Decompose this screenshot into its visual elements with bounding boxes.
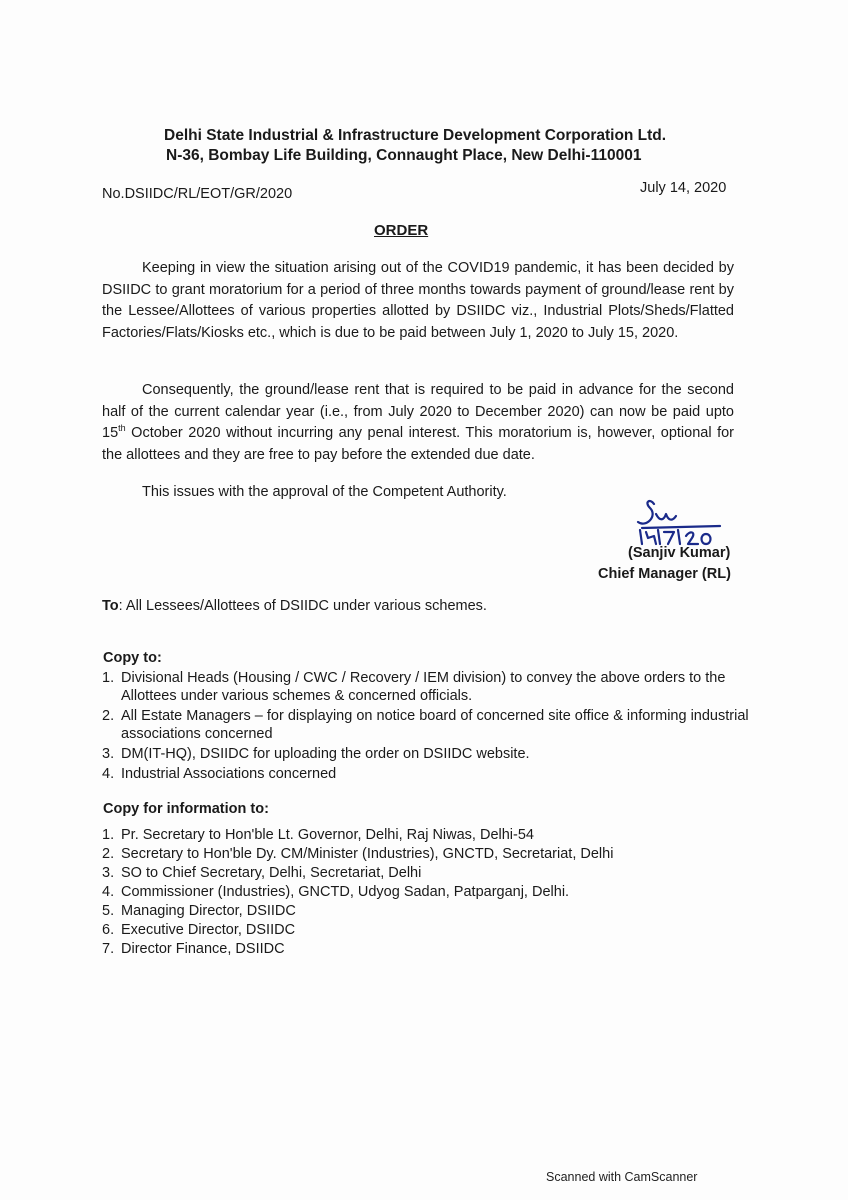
copy-info-item bbox=[102, 826, 752, 844]
copy-info-item bbox=[102, 845, 752, 863]
paragraph-consequently-part1: Consequently, the ground/lease rent that is required to be paid in advance for the second half of the current calendar year (i.e., from July 2020 to December 2020) can now be paid upto 15 bbox=[102, 382, 734, 441]
list-text: Industrial Associations concerned bbox=[121, 766, 337, 782]
order-title: ORDER bbox=[374, 222, 429, 239]
list-number: 6. bbox=[102, 922, 115, 938]
list-text: Commissioner (Industries), GNCTD, Udyog Sadan, Patparganj, Delhi. bbox=[121, 884, 570, 900]
list-text: All Estate Managers – for displaying on notice board of concerned site office & informing industrial associations concerned bbox=[121, 708, 749, 742]
copy-info-item bbox=[102, 940, 752, 958]
list-text: Executive Director, DSIIDC bbox=[121, 922, 296, 938]
addressee-label: To bbox=[102, 598, 119, 614]
copy-info-item bbox=[102, 921, 752, 939]
copy-for-information-heading: Copy for information to: bbox=[103, 801, 269, 817]
copy-to-heading: Copy to: bbox=[103, 650, 162, 666]
signatory-name: (Sanjiv Kumar) bbox=[628, 545, 731, 561]
list-text: SO to Chief Secretary, Delhi, Secretariat, Delhi bbox=[121, 865, 422, 881]
order-date: July 14, 2020 bbox=[640, 180, 727, 196]
ordinal-suffix: th bbox=[118, 423, 126, 434]
copy-to-item bbox=[102, 765, 752, 783]
list-number: 4. bbox=[102, 766, 115, 782]
list-number: 3. bbox=[102, 865, 115, 881]
paragraph-approval: This issues with the approval of the Competent Authority. bbox=[142, 484, 507, 500]
paragraph-consequently-part2: October 2020 without incurring any penal interest. This moratorium is, however, optional for the allottees and they are free to pay before the extended due date. bbox=[102, 425, 734, 463]
paragraph-moratorium: Keeping in view the situation arising out of the COVID19 pandemic, it has been decided by DSIIDC to grant moratorium for a period of three months towards payment of ground/lease rent by the Lessee/Allottees of various properties allotted by DSIIDC viz., Industrial Plots/Sheds/Flatted Factories/Flats/Kiosks etc., which is due to be paid between July 1, 2020 to July 15, 2020. bbox=[102, 260, 734, 341]
copy-info-item bbox=[102, 864, 752, 882]
copy-to-item bbox=[102, 707, 752, 743]
copy-info-item bbox=[102, 883, 752, 901]
list-number: 5. bbox=[102, 903, 115, 919]
addressee-line bbox=[102, 598, 487, 614]
list-text: Pr. Secretary to Hon'ble Lt. Governor, Delhi, Raj Niwas, Delhi-54 bbox=[121, 827, 534, 843]
list-number: 4. bbox=[102, 884, 115, 900]
copy-to-list bbox=[102, 669, 752, 785]
list-number: 3. bbox=[102, 746, 115, 762]
list-number: 2. bbox=[102, 708, 115, 724]
list-text: Director Finance, DSIIDC bbox=[121, 941, 285, 957]
list-text: Managing Director, DSIIDC bbox=[121, 903, 296, 919]
list-text: Secretary to Hon'ble Dy. CM/Minister (Industries), GNCTD, Secretariat, Delhi bbox=[121, 846, 614, 862]
handwritten-signature bbox=[620, 494, 740, 546]
letterhead-org-name: Delhi State Industrial & Infrastructure Development Corporation Ltd. bbox=[164, 127, 667, 144]
list-number: 1. bbox=[102, 670, 115, 686]
copy-for-information-list bbox=[102, 826, 752, 959]
reference-number: No.DSIIDC/RL/EOT/GR/2020 bbox=[102, 186, 293, 202]
paragraph-consequently bbox=[102, 380, 734, 466]
list-number: 7. bbox=[102, 941, 115, 957]
copy-to-item bbox=[102, 669, 752, 705]
list-text: Divisional Heads (Housing / CWC / Recovery / IEM division) to convey the above orders to the Allottees under various schemes & concerned officials. bbox=[121, 670, 726, 704]
copy-to-item bbox=[102, 745, 752, 763]
scanner-watermark: Scanned with CamScanner bbox=[546, 1170, 698, 1184]
letterhead-address: N-36, Bombay Life Building, Connaught Place, New Delhi-110001 bbox=[166, 147, 642, 164]
letterhead bbox=[164, 126, 704, 166]
list-number: 2. bbox=[102, 846, 115, 862]
addressee-text: : All Lessees/Allottees of DSIIDC under various schemes. bbox=[118, 598, 487, 614]
list-text: DM(IT-HQ), DSIIDC for uploading the order on DSIIDC website. bbox=[121, 746, 530, 762]
list-number: 1. bbox=[102, 827, 115, 843]
copy-info-item bbox=[102, 902, 752, 920]
signatory-designation: Chief Manager (RL) bbox=[598, 566, 731, 582]
